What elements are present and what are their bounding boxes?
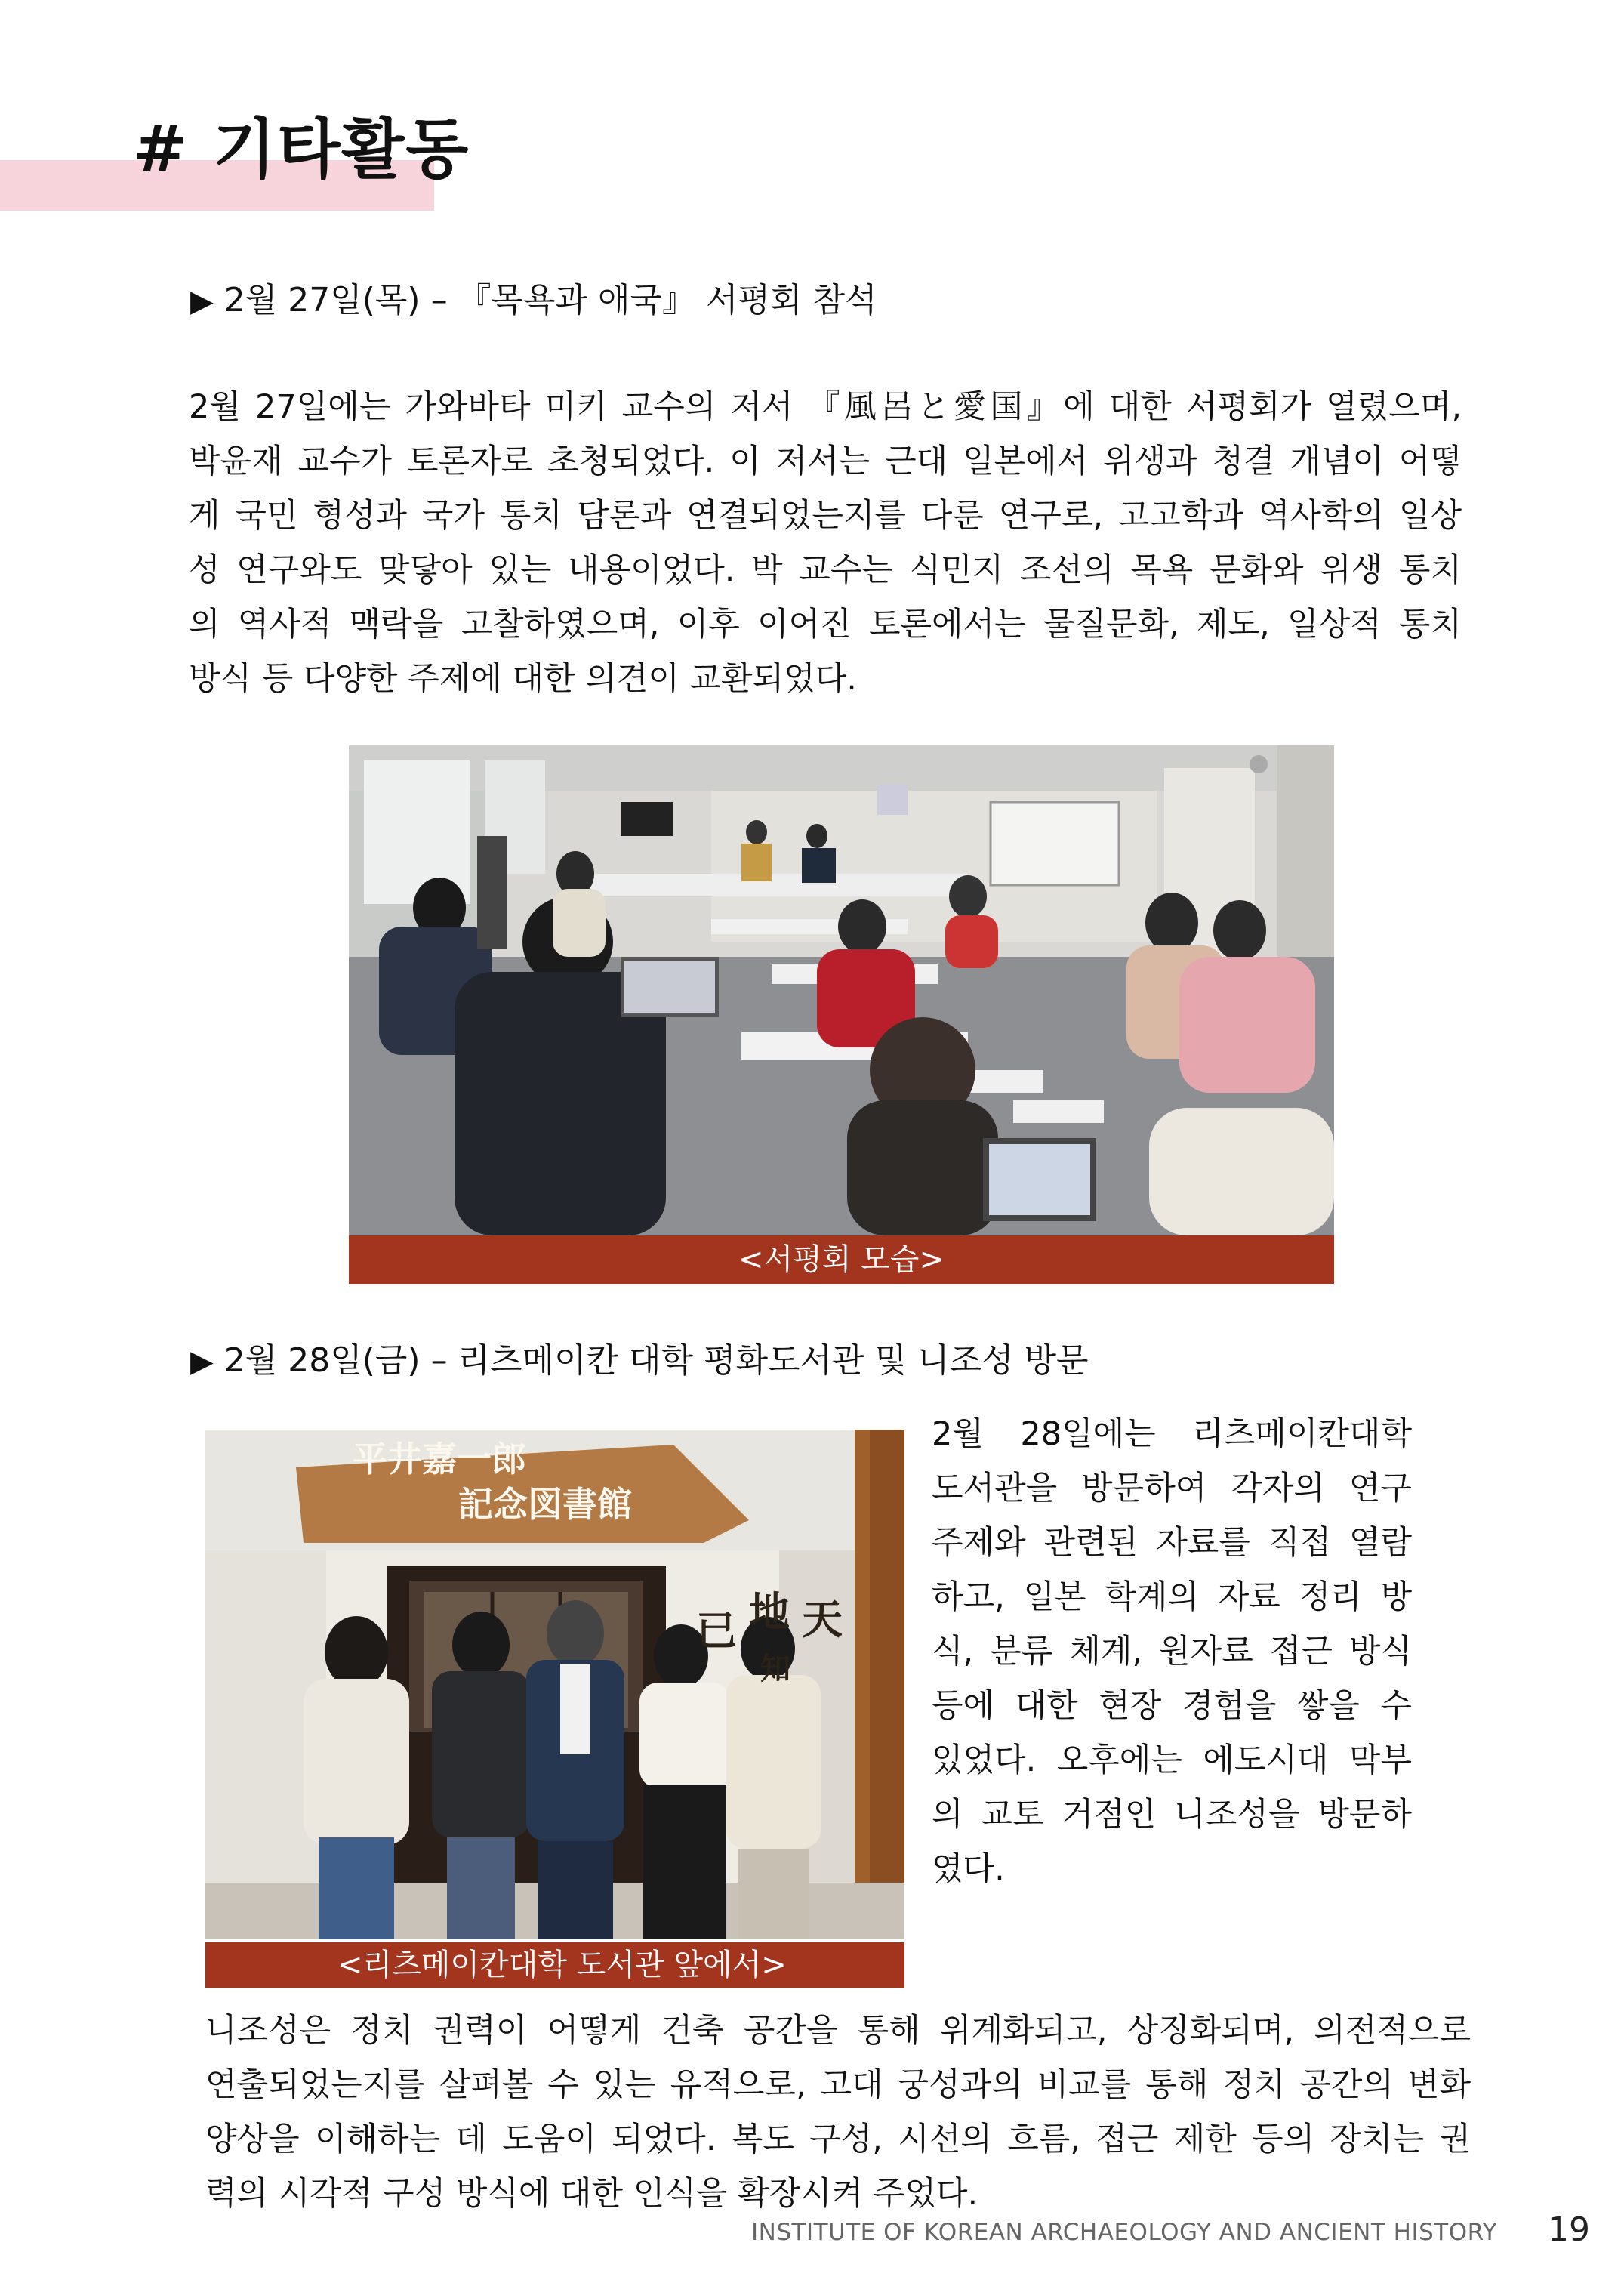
seminar-photo [349,745,1334,1235]
library-group-photo [205,1430,904,1939]
page-number: 19 [1548,2210,1590,2249]
nijo-castle-paragraph [205,2004,1471,2221]
calligraphy-char: 天 [802,1595,843,1643]
calligraphy-char: 地 [749,1587,790,1636]
calligraphy-char: 知 [760,1651,790,1686]
visit-side-paragraph [932,1407,1412,1896]
paragraph-line: 2월 28일에는 리츠메이칸대학 [932,1415,1412,1453]
paragraph-line: 주제와 관련된 자료를 직접 열람 [932,1524,1412,1562]
paragraph-line: 게 국민 형성과 국가 통치 담론과 연결되었는지를 다룬 연구로, 고고학과 역사학의 일상 [189,497,1462,535]
paragraph-line: 연출되었는지를 살펴볼 수 있는 유적으로, 고대 궁성과의 비교를 통해 정치 공간의 변화 [205,2066,1471,2104]
page-title: # 기타활동 [133,112,470,187]
paragraph-line: 도서관을 방문하여 각자의 연구 [932,1470,1412,1507]
seminar-paragraph [189,380,1462,706]
paragraph-line: 등에 대한 현장 경험을 쌓을 수 [932,1687,1412,1725]
section-heading-visit [190,1338,1089,1384]
heading-text: 2월 27일(목) – 『목욕과 애국』 서평회 참석 [223,281,877,319]
paragraph-line: 였다. [932,1850,1005,1888]
library-sign-line: 記念図書館 [458,1484,632,1525]
triangle-bullet-icon: ▶ [190,284,214,319]
paragraph-line: 력의 시각적 구성 방식에 대한 인식을 확장시켜 주었다. [205,2175,978,2213]
library-sign-line: 平井嘉一郎 [353,1439,526,1479]
paragraph-line: 하고, 일본 학계의 자료 정리 방 [932,1578,1412,1616]
seminar-photo-caption: <서평회 모습> [349,1235,1334,1284]
triangle-bullet-icon: ▶ [190,1344,214,1379]
section-heading-seminar [190,278,877,324]
paragraph-line: 식, 분류 체계, 원자료 접근 방식 [932,1633,1412,1670]
calligraphy-char: 已 [696,1606,737,1655]
paragraph-line: 있었다. 오후에는 에도시대 막부 [932,1741,1412,1779]
paragraph-line: 의 교토 거점인 니조성을 방문하 [932,1796,1412,1834]
paragraph-line: 양상을 이해하는 데 도움이 되었다. 복도 구성, 시선의 흐름, 접근 제한 등의 장치는 권 [205,2121,1471,2158]
paragraph-line: 성 연구와도 맞닿아 있는 내용이었다. 박 교수는 식민지 조선의 목욕 문화와 위생 통치 [189,551,1462,589]
heading-text: 2월 28일(금) – 리츠메이칸 대학 평화도서관 및 니조성 방문 [223,1341,1089,1380]
footer-institute-name: INSTITUTE OF KOREAN ARCHAEOLOGY AND ANCIENT HISTORY [751,2219,1498,2246]
paragraph-line: 니조성은 정치 권력이 어떻게 건축 공간을 통해 위계화되고, 상징화되며, 의전적으로 [205,2012,1471,2050]
library-photo-caption: <리츠메이칸대학 도서관 앞에서> [205,1942,904,1988]
paragraph-line: 방식 등 다양한 주제에 대한 의견이 교환되었다. [189,660,857,698]
paragraph-line: 2월 27일에는 가와바타 미키 교수의 저서 『風呂と愛国』에 대한 서평회가 열렸으며, [189,388,1462,426]
paragraph-line: 박윤재 교수가 토론자로 초청되었다. 이 저서는 근대 일본에서 위생과 청결 개념이 어떻 [189,443,1462,480]
paragraph-line: 의 역사적 맥락을 고찰하였으며, 이후 이어진 토론에서는 물질문화, 제도, 일상적 통치 [189,606,1462,643]
